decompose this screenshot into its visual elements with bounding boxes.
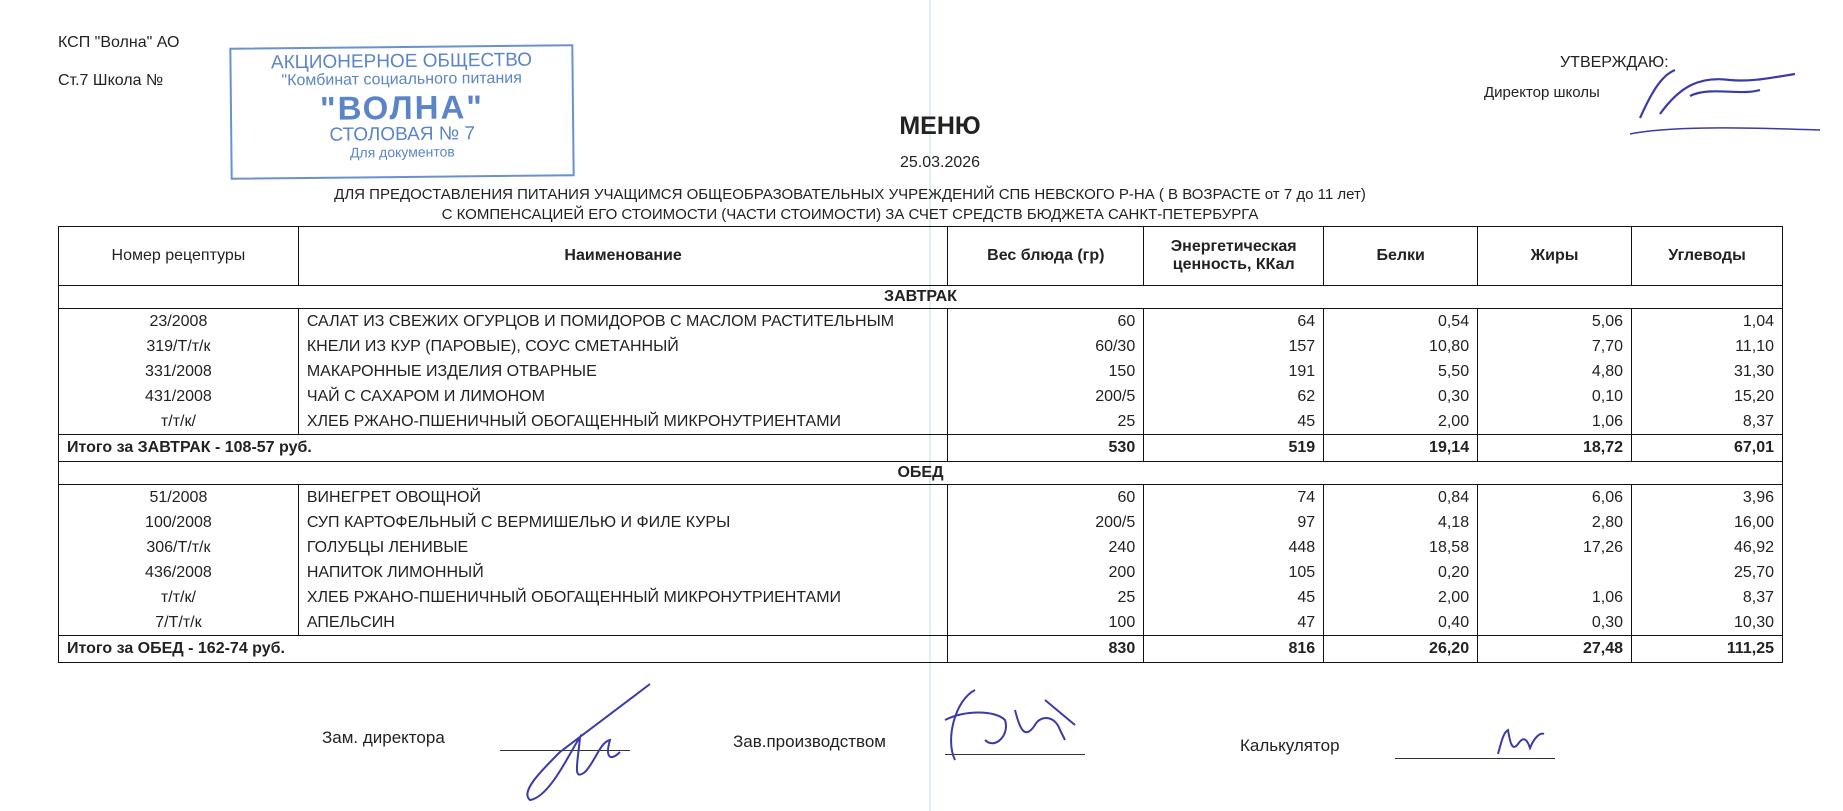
cell-name: САЛАТ ИЗ СВЕЖИХ ОГУРЦОВ И ПОМИДОРОВ С МАСЛОМ РАСТИТЕЛЬНЫМ <box>298 309 948 335</box>
cell-fat: 1,06 <box>1478 585 1632 610</box>
total-weight: 830 <box>948 636 1144 663</box>
cell-protein: 0,54 <box>1324 309 1478 335</box>
cell-carbs: 16,00 <box>1632 510 1783 535</box>
header-energy: Энергетическая ценность, ККал <box>1144 227 1324 286</box>
header-protein: Белки <box>1324 227 1478 286</box>
breakfast-total-row <box>59 435 1783 462</box>
header-name: Наименование <box>298 227 948 286</box>
cell-name: АПЕЛЬСИН <box>298 610 948 636</box>
cell-protein: 18,58 <box>1324 535 1478 560</box>
cell-name: КНЕЛИ ИЗ КУР (ПАРОВЫЕ), СОУС СМЕТАННЫЙ <box>298 334 948 359</box>
cell-name: ХЛЕБ РЖАНО-ПШЕНИЧНЫЙ ОБОГАЩЕННЫЙ МИКРОНУТРИЕНТАМИ <box>298 409 948 435</box>
cell-fat: 5,06 <box>1478 309 1632 335</box>
cell-weight: 100 <box>948 610 1144 636</box>
cell-energy: 97 <box>1144 510 1324 535</box>
breakfast-section-title: ЗАВТРАК <box>59 286 1783 309</box>
cell-weight: 200/5 <box>948 510 1144 535</box>
cell-code: т/т/к/ <box>59 585 299 610</box>
total-energy: 816 <box>1144 636 1324 663</box>
cell-energy: 45 <box>1144 409 1324 435</box>
cell-weight: 150 <box>948 359 1144 384</box>
cell-weight: 60 <box>948 309 1144 335</box>
lunch-section-title: ОБЕД <box>59 462 1783 485</box>
lunch-total-row <box>59 636 1783 663</box>
cell-weight: 25 <box>948 409 1144 435</box>
cell-weight: 60/30 <box>948 334 1144 359</box>
table-row <box>59 309 1783 335</box>
cell-energy: 47 <box>1144 610 1324 636</box>
stamp-line-5: Для документов <box>349 143 455 161</box>
deputy-director-label: Зам. директора <box>322 728 445 747</box>
cell-name: ВИНЕГРЕТ ОВОЩНОЙ <box>298 485 948 511</box>
total-weight: 530 <box>948 435 1144 462</box>
cell-fat: 4,80 <box>1478 359 1632 384</box>
cell-name: НАПИТОК ЛИМОННЫЙ <box>298 560 948 585</box>
table-row <box>59 384 1783 409</box>
cell-protein: 0,30 <box>1324 384 1478 409</box>
cell-energy: 45 <box>1144 585 1324 610</box>
total-fat: 18,72 <box>1478 435 1632 462</box>
total-protein: 19,14 <box>1324 435 1478 462</box>
cell-code: 319/Т/т/к <box>59 334 299 359</box>
table-row <box>59 535 1783 560</box>
cell-fat: 2,80 <box>1478 510 1632 535</box>
cell-protein: 2,00 <box>1324 409 1478 435</box>
cell-fat: 0,30 <box>1478 610 1632 636</box>
table-row <box>59 359 1783 384</box>
menu-date: 25.03.2026 <box>899 154 981 171</box>
cell-energy: 448 <box>1144 535 1324 560</box>
subtitle-line-1: ДЛЯ ПРЕДОСТАВЛЕНИЯ ПИТАНИЯ УЧАЩИМСЯ ОБЩЕОБРАЗОВАТЕЛЬНЫХ УЧРЕЖДЕНИЙ СПБ НЕВСКОГО Р-НА ( В ВОЗРАСТЕ от 7 до 11 лет) <box>334 186 1366 203</box>
cell-energy: 62 <box>1144 384 1324 409</box>
cell-code: 100/2008 <box>59 510 299 535</box>
cell-carbs: 11,10 <box>1632 334 1783 359</box>
production-signature <box>925 680 1095 770</box>
cell-code: т/т/к/ <box>59 409 299 435</box>
header-fat: Жиры <box>1478 227 1632 286</box>
cell-name: ЧАЙ С САХАРОМ И ЛИМОНОМ <box>298 384 948 409</box>
cell-carbs: 15,20 <box>1632 384 1783 409</box>
cell-energy: 157 <box>1144 334 1324 359</box>
cell-energy: 105 <box>1144 560 1324 585</box>
cell-weight: 200/5 <box>948 384 1144 409</box>
menu-table <box>58 226 1783 663</box>
page-title: МЕНЮ <box>899 112 981 140</box>
cell-name: СУП КАРТОФЕЛЬНЫЙ С ВЕРМИШЕЛЬЮ И ФИЛЕ КУРЫ <box>298 510 948 535</box>
header-carbs: Углеводы <box>1632 227 1783 286</box>
cell-carbs: 8,37 <box>1632 585 1783 610</box>
cell-protein: 4,18 <box>1324 510 1478 535</box>
total-carbs: 111,25 <box>1632 636 1783 663</box>
cell-protein: 0,40 <box>1324 610 1478 636</box>
cell-carbs: 8,37 <box>1632 409 1783 435</box>
stamp-line-3: "ВОЛНА" <box>319 87 485 127</box>
cell-weight: 60 <box>948 485 1144 511</box>
cell-fat: 1,06 <box>1478 409 1632 435</box>
cell-code: 51/2008 <box>59 485 299 511</box>
school-name: Ст.7 Школа № <box>58 72 164 89</box>
total-fat: 27,48 <box>1478 636 1632 663</box>
cell-carbs: 46,92 <box>1632 535 1783 560</box>
breakfast-total-label: Итого за ЗАВТРАК - 108-57 руб. <box>59 435 948 462</box>
table-row <box>59 610 1783 636</box>
table-row <box>59 585 1783 610</box>
header-code: Номер рецептуры <box>59 227 299 286</box>
cell-energy: 64 <box>1144 309 1324 335</box>
director-label: Директор школы <box>1484 84 1600 101</box>
stamp-line-1: АКЦИОНЕРНОЕ ОБЩЕСТВО <box>270 49 533 74</box>
director-signature <box>1620 56 1830 146</box>
cell-name: ХЛЕБ РЖАНО-ПШЕНИЧНЫЙ ОБОГАЩЕННЫЙ МИКРОНУТРИЕНТАМИ <box>298 585 948 610</box>
calculator-signature <box>1490 724 1550 764</box>
cell-energy: 191 <box>1144 359 1324 384</box>
lunch-section-row <box>59 462 1783 485</box>
cell-code: 431/2008 <box>59 384 299 409</box>
company-stamp <box>229 44 574 180</box>
table-row <box>59 485 1783 511</box>
stamp-line-2: "Комбинат социального питания <box>281 69 522 90</box>
table-row <box>59 409 1783 435</box>
stamp-line-4: СТОЛОВАЯ № 7 <box>329 123 476 147</box>
total-protein: 26,20 <box>1324 636 1478 663</box>
header-weight: Вес блюда (гр) <box>948 227 1144 286</box>
cell-carbs: 10,30 <box>1632 610 1783 636</box>
cell-code: 7/Т/т/к <box>59 610 299 636</box>
cell-fat: 0,10 <box>1478 384 1632 409</box>
cell-fat <box>1478 560 1632 585</box>
cell-carbs: 3,96 <box>1632 485 1783 511</box>
subtitle-line-2: С КОМПЕНСАЦИЕЙ ЕГО СТОИМОСТИ (ЧАСТИ СТОИМОСТИ) ЗА СЧЕТ СРЕДСТВ БЮДЖЕТА САНКТ-ПЕТЕРБУРГА <box>441 206 1259 223</box>
table-row <box>59 510 1783 535</box>
cell-protein: 10,80 <box>1324 334 1478 359</box>
calculator-label: Калькулятор <box>1240 736 1340 755</box>
cell-code: 23/2008 <box>59 309 299 335</box>
approval-label: УТВЕРЖДАЮ: <box>1560 54 1669 71</box>
cell-code: 436/2008 <box>59 560 299 585</box>
cell-carbs: 31,30 <box>1632 359 1783 384</box>
table-header-row <box>59 227 1783 286</box>
breakfast-section-row <box>59 286 1783 309</box>
cell-protein: 2,00 <box>1324 585 1478 610</box>
cell-weight: 240 <box>948 535 1144 560</box>
cell-protein: 0,20 <box>1324 560 1478 585</box>
deputy-signature <box>500 682 670 810</box>
organization-name: КСП "Волна" АО <box>58 34 180 51</box>
total-energy: 519 <box>1144 435 1324 462</box>
cell-protein: 0,84 <box>1324 485 1478 511</box>
cell-weight: 25 <box>948 585 1144 610</box>
cell-protein: 5,50 <box>1324 359 1478 384</box>
cell-fat: 17,26 <box>1478 535 1632 560</box>
cell-carbs: 1,04 <box>1632 309 1783 335</box>
total-carbs: 67,01 <box>1632 435 1783 462</box>
table-row <box>59 560 1783 585</box>
table-row <box>59 334 1783 359</box>
cell-carbs: 25,70 <box>1632 560 1783 585</box>
cell-code: 331/2008 <box>59 359 299 384</box>
cell-energy: 74 <box>1144 485 1324 511</box>
cell-name: ГОЛУБЦЫ ЛЕНИВЫЕ <box>298 535 948 560</box>
cell-fat: 7,70 <box>1478 334 1632 359</box>
cell-code: 306/Т/т/к <box>59 535 299 560</box>
cell-weight: 200 <box>948 560 1144 585</box>
lunch-total-label: Итого за ОБЕД - 162-74 руб. <box>59 636 948 663</box>
cell-name: МАКАРОННЫЕ ИЗДЕЛИЯ ОТВАРНЫЕ <box>298 359 948 384</box>
cell-fat: 6,06 <box>1478 485 1632 511</box>
production-head-label: Зав.производством <box>733 732 886 751</box>
